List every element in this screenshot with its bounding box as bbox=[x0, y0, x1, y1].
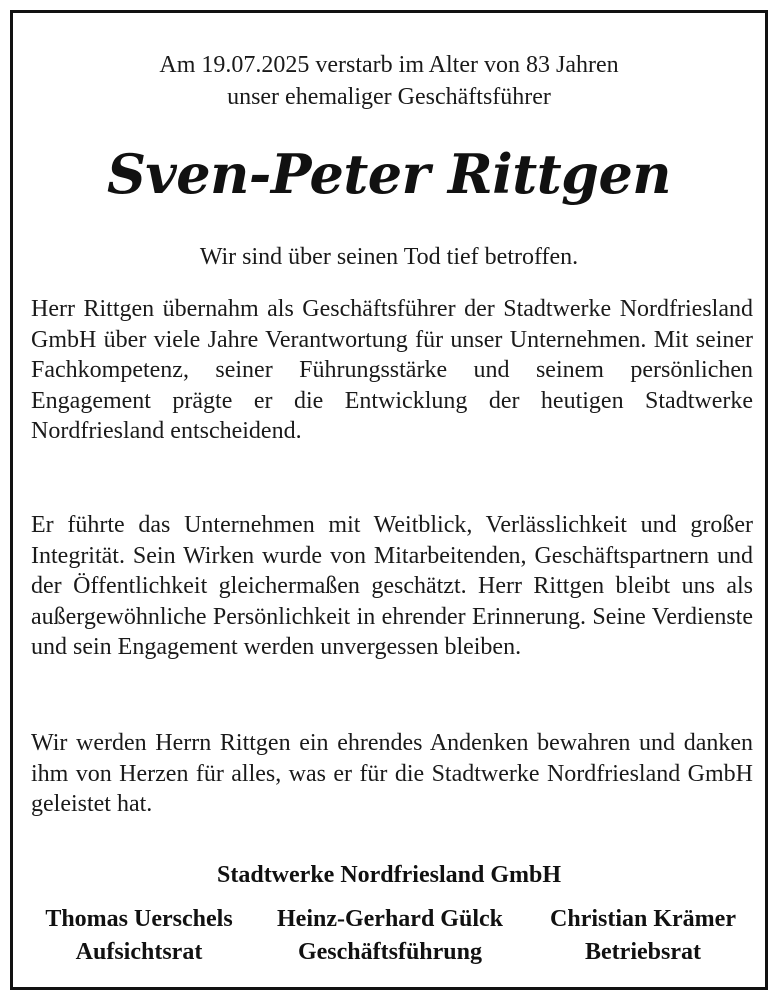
intro-text bbox=[13, 49, 765, 113]
signatory-name: Heinz-Gerhard Gülck bbox=[277, 906, 503, 932]
signatory-role: Geschäftsführung bbox=[297, 939, 483, 965]
condolence-subtitle: Wir sind über seinen Tod tief betroffen. bbox=[199, 244, 579, 270]
signatory bbox=[521, 903, 765, 969]
signatory-role: Betriebsrat bbox=[585, 939, 701, 965]
obituary-notice bbox=[10, 10, 768, 990]
paragraph-career: Herr Rittgen übernahm als Geschäftsführer der Stadtwerke Nordfriesland GmbH über viele Jahre Verantwortung für unser Unternehmen. Mit seiner Fachkompetenz, seiner Führungsstärke und seinem persönlichen Engagement prägte er die Entwicklung der heutigen Stadtwerke Nordfriesland entscheidend. bbox=[31, 296, 753, 444]
intro-line-position: unser ehemaliger Geschäftsführer bbox=[227, 84, 551, 110]
company-name: Stadtwerke Nordfriesland GmbH bbox=[217, 862, 561, 888]
deceased-name: Sven-Peter Rittgen bbox=[106, 142, 672, 206]
intro-line-date: Am 19.07.2025 verstarb im Alter von 83 Jahren bbox=[159, 52, 619, 78]
paragraph-remembrance: Wir werden Herrn Rittgen ein ehrendes Andenken bewahren und danken ihm von Herzen für alles, was er für die Stadtwerke Nordfriesland GmbH geleistet hat. bbox=[31, 730, 753, 817]
signatory-name: Christian Krämer bbox=[550, 906, 736, 932]
signatory bbox=[259, 903, 521, 969]
signatory-role: Aufsichtsrat bbox=[75, 939, 203, 965]
paragraph-character: Er führte das Unternehmen mit Weitblick, Verlässlichkeit und großer Integrität. Sein Wirken wurde von Mitarbeitenden, Geschäftspartnern und der Öffentlichkeit gleichermaßen geschätzt. Herr Rittgen bleibt uns als außergewöhnliche Persönlichkeit in ehrender Erinnerung. Seine Verdienste und sein Engagement werden unvergessen bleiben. bbox=[31, 512, 753, 660]
signatory-name: Thomas Uerschels bbox=[45, 906, 233, 932]
signatory bbox=[13, 903, 265, 969]
